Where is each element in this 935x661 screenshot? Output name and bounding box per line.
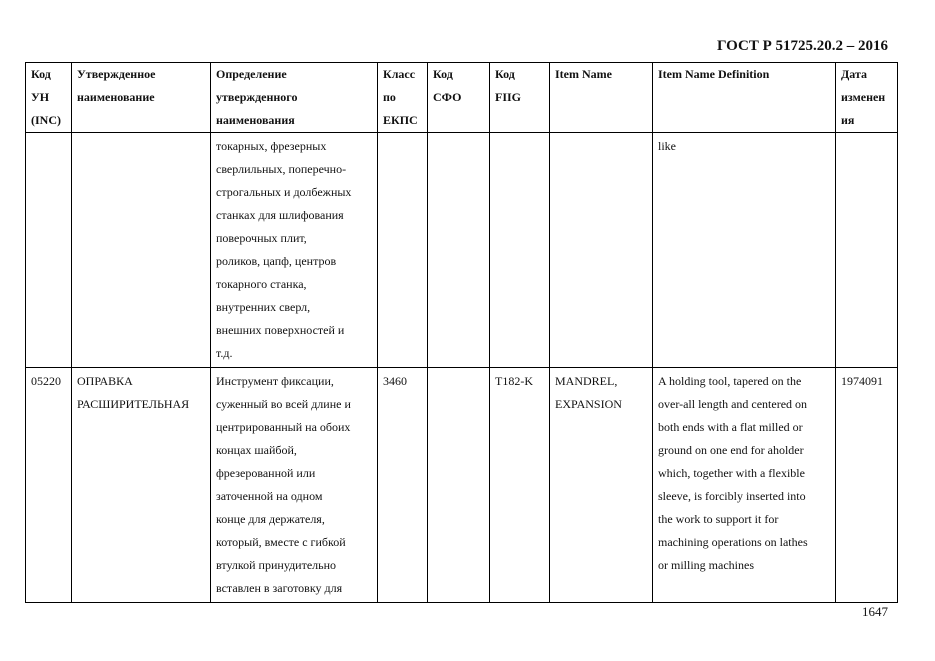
nomenclature-table xyxy=(25,62,898,603)
cell-sfo-code xyxy=(428,368,490,603)
table-row xyxy=(26,133,898,368)
col-header-item-name-definition: Item Name Definition xyxy=(653,63,836,133)
cell-fiig-code xyxy=(490,133,550,368)
page-number: 1647 xyxy=(862,604,888,619)
cell-ekps-class xyxy=(378,133,428,368)
cell-approved-name: ОПРАВКА РАСШИРИТЕЛЬНАЯ xyxy=(72,368,211,603)
cell-inc: 05220 xyxy=(26,368,72,603)
table-header-row xyxy=(26,63,898,133)
cell-item-name-definition: A holding tool, tapered on the over-all length and centered on both ends with a flat milled or ground on one end for aholder which, together with a flexible sleeve, is forcibly inserted into the work to support it for machining operations on lathes or milling machines xyxy=(653,368,836,603)
cell-fiig-code: T182-K xyxy=(490,368,550,603)
cell-item-name: MANDREL, EXPANSION xyxy=(550,368,653,603)
cell-definition: Инструмент фиксации, суженный во всей длине и центрированный на обоих концах шайбой, фрезерованной или заточенной на одном конце для держателя, который, вместе с гибкой втулкой принудительно вставлен в заготовку для xyxy=(211,368,378,603)
col-header-definition: Определение утвержденного наименования xyxy=(211,63,378,133)
cell-change-date xyxy=(836,133,898,368)
standard-title: ГОСТ Р 51725.20.2 – 2016 xyxy=(716,38,888,54)
cell-item-name xyxy=(550,133,653,368)
cell-inc xyxy=(26,133,72,368)
col-header-ekps-class: Класс по ЕКПС xyxy=(378,63,428,133)
cell-definition: токарных, фрезерных сверлильных, поперечно- строгальных и долбежных станках для шлифования поверочных плит, роликов, цапф, центров токарного станка, внутренних сверл, внешних поверхностей и т.д. xyxy=(211,133,378,368)
col-header-change-date: Дата изменен ия xyxy=(836,63,898,133)
cell-item-name-definition: like xyxy=(653,133,836,368)
col-header-approved-name: Утвержденное наименование xyxy=(72,63,211,133)
col-header-sfo-code: Код СФО xyxy=(428,63,490,133)
cell-ekps-class: 3460 xyxy=(378,368,428,603)
cell-approved-name xyxy=(72,133,211,368)
cell-change-date: 1974091 xyxy=(836,368,898,603)
col-header-fiig-code: Код FIIG xyxy=(490,63,550,133)
col-header-item-name: Item Name xyxy=(550,63,653,133)
cell-sfo-code xyxy=(428,133,490,368)
col-header-inc: Код УН (INC) xyxy=(26,63,72,133)
table-row xyxy=(26,368,898,603)
